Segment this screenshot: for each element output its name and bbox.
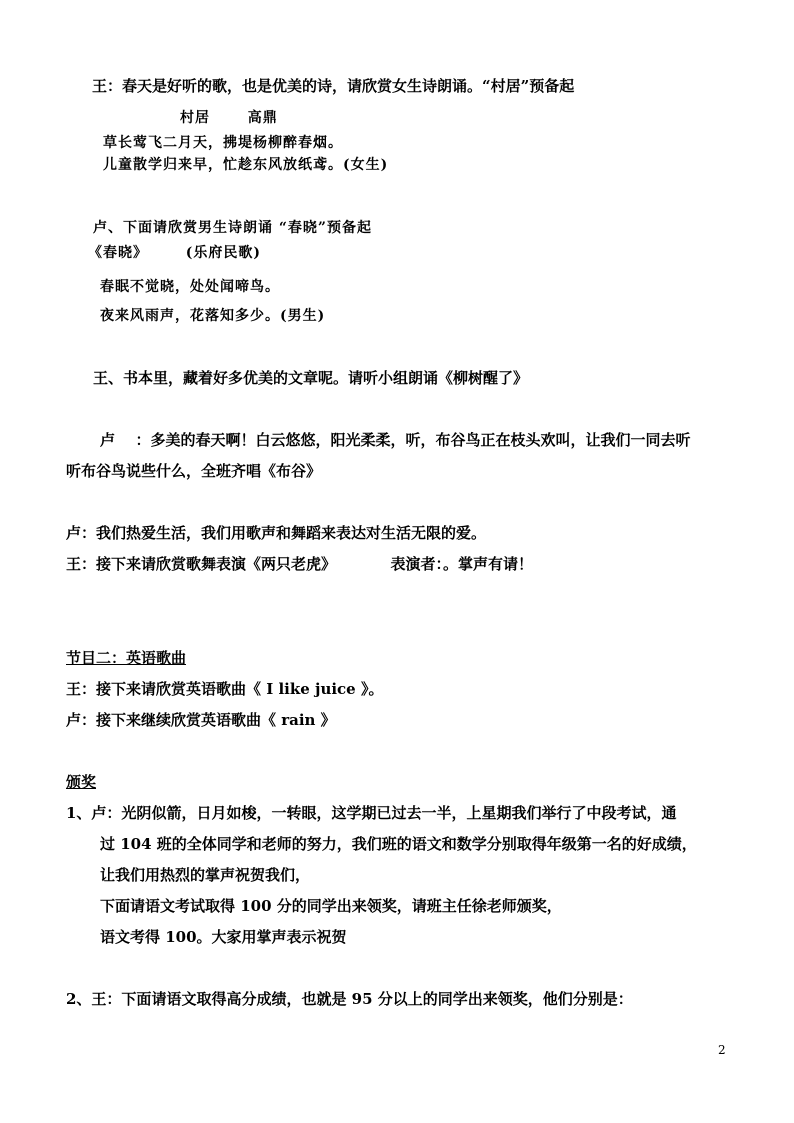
paragraph-line: 王、书本里，藏着好多优美的文章呢。请听小组朗诵《柳树醒了》 <box>93 369 529 387</box>
paragraph-line: 王：接下来请欣赏英语歌曲《 I like juice 》。 <box>66 680 384 698</box>
poem-line: 草长莺飞二月天，拂堤杨柳醉春烟。 <box>103 135 343 151</box>
paragraph-text: ：多美的春天啊！白云悠悠，阳光柔柔，听，布谷鸟正在枝头欢叫，让我们一同去听 <box>135 431 691 449</box>
poem-author: (乐府民歌) <box>185 245 261 261</box>
paragraph-text: 王：接下来请欣赏歌舞表演《两只老虎》 <box>66 555 337 573</box>
poem-title-line <box>88 243 261 263</box>
section-heading: 颁奖 <box>66 773 97 791</box>
paragraph-line <box>66 554 533 574</box>
poem-title: 《春晓》 <box>88 245 148 261</box>
speaker-label: 卢 <box>100 431 116 449</box>
poem-author: 高鼎 <box>247 110 278 126</box>
poem-title: 村居 <box>180 110 210 126</box>
poem-title-line <box>180 108 278 128</box>
paragraph-line: 听布谷鸟说些什么，全班齐唱《布谷》 <box>66 462 322 480</box>
paragraph-line: 卢、下面请欣赏男生诗朗诵 “春晓”预备起 <box>93 220 372 236</box>
paragraph-line: 1、卢：光阴似箭，日月如梭，一转眼，这学期已过去一半，上星期我们举行了中段考试，通 <box>66 804 677 822</box>
paragraph-line <box>100 430 691 450</box>
poem-line: 夜来风雨声，花落知多少。(男生) <box>100 308 326 324</box>
section-heading: 节目二：英语歌曲 <box>66 649 187 667</box>
performer-text: 表演者：。掌声有请！ <box>390 555 533 573</box>
paragraph-line: 让我们用热烈的掌声祝贺我们， <box>100 866 311 884</box>
paragraph-line: 2、王：下面请语文取得高分成绩，也就是 95 分以上的同学出来领奖，他们分别是： <box>66 990 633 1008</box>
paragraph-line: 语文考得 100。大家用掌声表示祝贺 <box>100 928 347 946</box>
paragraph-line: 卢：接下来继续欣赏英语歌曲《 rain 》 <box>66 711 336 729</box>
page-number: 2 <box>718 1043 726 1057</box>
paragraph-line: 过 104 班的全体同学和老师的努力，我们班的语文和数学分别取得年级第一名的好成绩， <box>100 835 697 853</box>
paragraph-line: 卢：我们热爱生活，我们用歌声和舞蹈来表达对生活无限的爱。 <box>66 524 487 542</box>
poem-line: 春眠不觉晓，处处闻啼鸟。 <box>100 279 280 295</box>
poem-line: 儿童散学归来早，忙趁东风放纸鸢。(女生) <box>103 157 389 173</box>
paragraph-line: 王：春天是好听的歌，也是优美的诗，请欣赏女生诗朗诵。“村居”预备起 <box>92 77 575 95</box>
paragraph-line: 下面请语文考试取得 100 分的同学出来领奖，请班主任徐老师颁奖， <box>100 897 562 915</box>
